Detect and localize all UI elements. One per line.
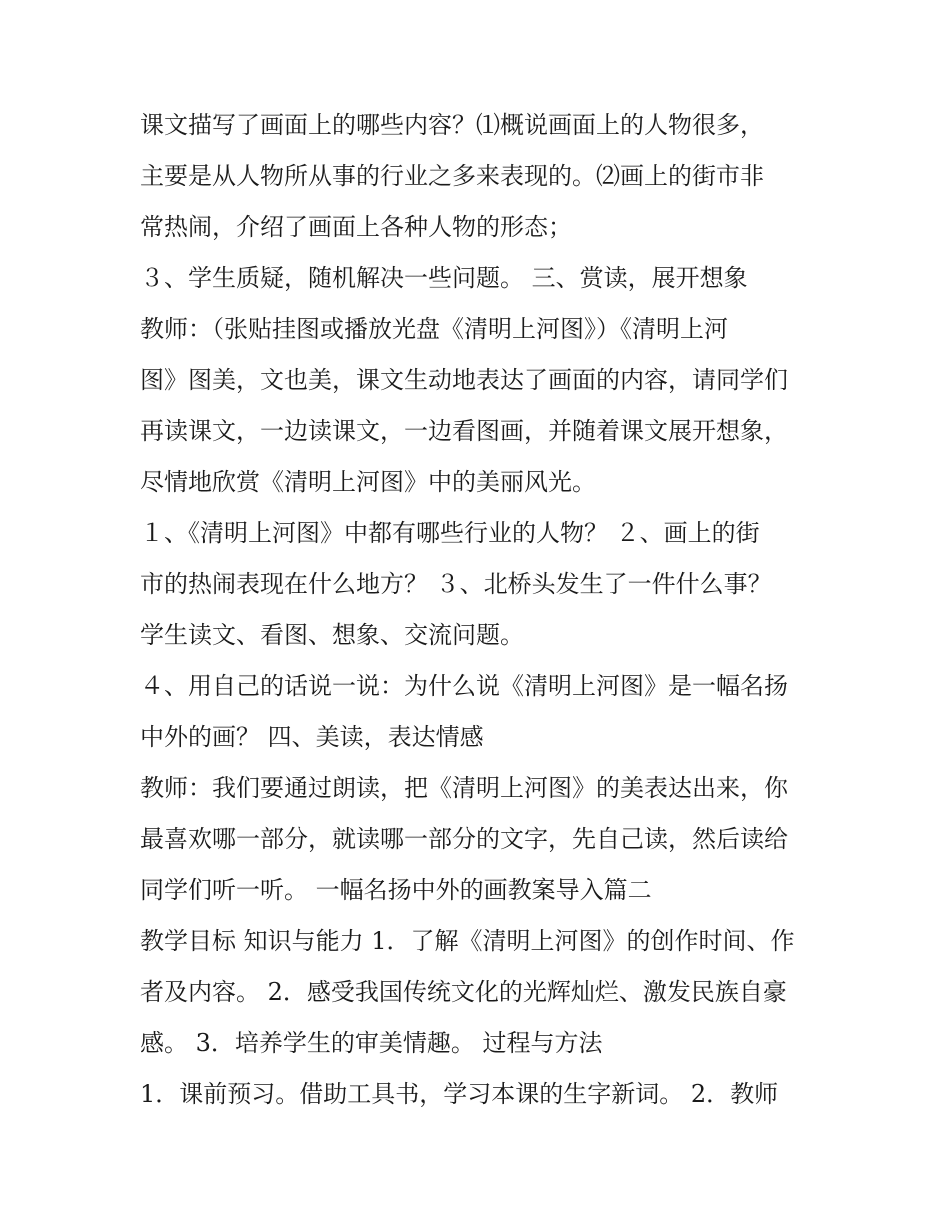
text-line: 课文描写了画面上的哪些内容？⑴概说画面上的人物很多， xyxy=(140,111,764,139)
text-line: 教师：（张贴挂图或播放光盘《清明上河图》）《清明上河 xyxy=(140,315,728,343)
text-line: 主要是从人物所从事的行业之多来表现的。⑵画上的街市非 xyxy=(140,162,764,190)
text-line: 学生读文、看图、想象、交流问题。 xyxy=(140,621,524,649)
text-line: １、《清明上河图》中都有哪些行业的人物？ ２、画上的街 xyxy=(140,519,760,547)
text-line: 同学们听一听。 一幅名扬中外的画教案导入篇二 xyxy=(140,876,652,904)
text-line: 常热闹，介绍了画面上各种人物的形态； xyxy=(140,213,572,241)
text-line: 1．课前预习。借助工具书，学习本课的生字新词。 2．教师 xyxy=(140,1080,779,1108)
document-body xyxy=(140,100,830,1120)
text-line: 中外的画？ 四、美读，表达情感 xyxy=(140,723,484,751)
text-line: 再读课文，一边读课文，一边看图画，并随着课文展开想象， xyxy=(140,417,788,445)
text-line: 教学目标 知识与能力 1．了解《清明上河图》的创作时间、作 xyxy=(140,927,795,955)
text-line: 尽情地欣赏《清明上河图》中的美丽风光。 xyxy=(140,468,596,496)
text-line: 感。 3．培养学生的审美情趣。 过程与方法 xyxy=(140,1029,603,1057)
text-line: 最喜欢哪一部分，就读哪一部分的文字，先自己读，然后读给 xyxy=(140,825,788,853)
text-line: 者及内容。 2．感受我国传统文化的光辉灿烂、激发民族自豪 xyxy=(140,978,787,1006)
text-line: ４、用自己的话说一说：为什么说《清明上河图》是一幅名扬 xyxy=(140,672,788,700)
text-line: 教师：我们要通过朗读，把《清明上河图》的美表达出来，你 xyxy=(140,774,788,802)
text-line: ３、学生质疑，随机解决一些问题。 三、赏读，展开想象 xyxy=(140,264,748,292)
text-line: 市的热闹表现在什么地方？ ３、北桥头发生了一件什么事？ xyxy=(140,570,772,598)
text-line: 图》图美，文也美，课文生动地表达了画面的内容，请同学们 xyxy=(140,366,788,394)
